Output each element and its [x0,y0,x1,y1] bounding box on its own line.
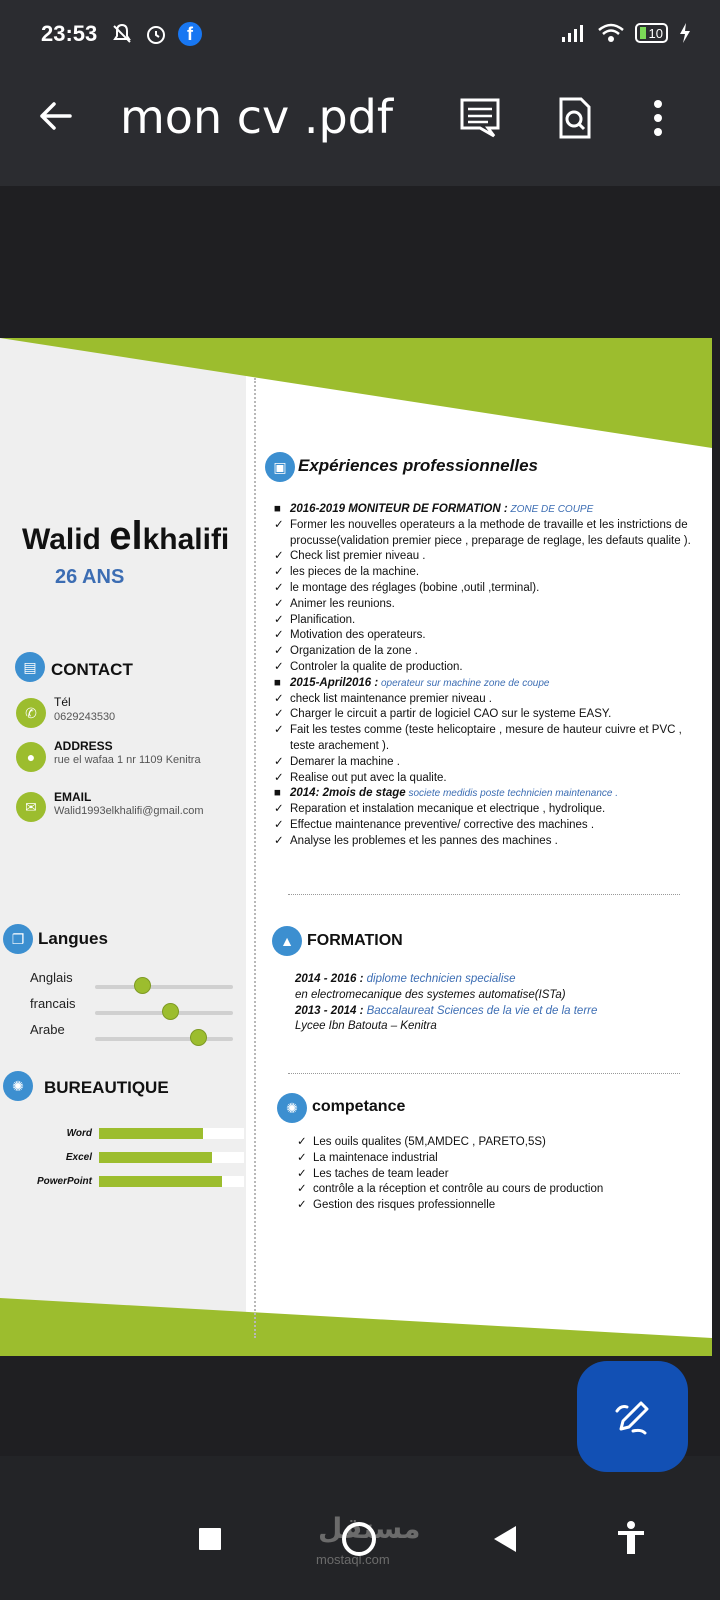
check-icon: ✓ [274,771,284,784]
langue-name: Anglais [30,970,73,985]
location-pin-icon: ● [16,742,46,772]
check-icon: ✓ [274,834,284,847]
competance-text: contrôle a la réception et contrôle au cours de production [313,1183,604,1196]
formation-years-1: 2014 - 2016 : [295,973,364,985]
langue-track [95,985,233,989]
check-icon: ✓ [274,550,284,563]
langue-level-knob [162,1003,179,1020]
experience-period: 2014: 2mois de stage [290,787,406,800]
competance-text: Les taches de team leader [313,1167,449,1180]
experience-line [274,707,694,723]
langue-level-knob [190,1029,207,1046]
formation-line-2: en electromecanique des systemes automatise(ISTa) [295,988,566,1001]
check-icon: ✓ [297,1151,307,1164]
check-icon: ✓ [274,724,284,737]
experience-line [274,771,694,787]
pdf-page[interactable] [0,338,712,1356]
experience-line [274,613,694,629]
bureautique-heading: BUREAUTIQUE [44,1078,169,1097]
langues-heading: Langues [38,929,108,948]
status-time: 23:53 [41,21,98,46]
experience-position: societe medidis poste technicien maintenance . [405,788,619,800]
check-icon: ✓ [297,1199,307,1212]
experience-line [274,502,694,518]
formation-list [295,972,712,1035]
graduation-cap-icon: ▲ [272,926,302,956]
competance-line [297,1167,712,1183]
muted-bell-icon [110,22,134,46]
square-bullet-icon: ■ [274,503,281,515]
formation-diploma-2: Baccalaureat Sciences de la vie et de la terre [363,1004,598,1017]
experience-text: Effectue maintenance preventive/ corrective des machines . [290,818,595,831]
status-bar [0,0,720,70]
competance-line [297,1182,712,1198]
experience-line [274,644,694,660]
facebook-icon: f [178,22,202,46]
experience-line [274,549,694,565]
charging-icon [678,22,692,44]
tel-label: Tél [54,695,71,709]
cv-age: 26 ANS [55,566,125,588]
bureautique-level-bar [99,1128,203,1139]
lightbulb-icon: ✺ [3,1071,33,1101]
experience-text: Demarer la machine . [290,755,400,768]
competance-line [297,1151,712,1167]
experience-text: Charger le circuit a partir de logiciel CAO sur le systeme EASY. [290,708,612,721]
check-icon: ✓ [274,803,284,816]
experience-line [274,818,694,834]
formation-line-3 [295,1004,712,1020]
experience-text: Fait les testes comme (teste helicoptaire , mesure de hauteur cuivre et PVC , teste arachement ). [290,724,682,752]
email-value: Walid1993elkhalifi@gmail.com [54,805,204,817]
experience-line [274,834,694,850]
square-bullet-icon: ■ [274,676,281,689]
email-label: EMAIL [54,790,92,804]
document-title: mon cv .pdf [120,90,394,144]
experience-text: Controler la qualite de production. [290,660,463,673]
experience-text [290,676,549,692]
experience-line [274,692,694,708]
experience-text [290,786,618,802]
experience-line [274,723,694,755]
check-icon: ✓ [274,692,284,705]
app-bar [0,70,720,186]
experience-text: Reparation et instalation mecanique et electrique , hydrolique. [290,803,606,816]
formation-line-4: Lycee Ibn Batouta – Kenitra [295,1020,437,1033]
briefcase-icon: ▣ [265,452,295,482]
experience-line [274,802,694,818]
experience-line [274,628,694,644]
experience-text: Planification. [290,613,356,626]
experience-line [274,755,694,771]
experience-text: Analyse les problemes et les pannes des machines . [290,834,558,847]
bureautique-level-bar [99,1176,222,1187]
contact-card-icon: ▤ [15,652,45,682]
formation-diploma-1: diplome technicien specialise [363,973,516,985]
check-icon: ✓ [274,708,284,721]
check-icon: ✓ [274,581,284,594]
competance-line [297,1135,712,1151]
tel-value: 0629243530 [54,711,116,723]
signal-icon [561,23,587,43]
experience-line [274,581,694,597]
experience-text: Organization de la zone . [290,645,418,658]
formation-heading: FORMATION [307,932,403,949]
section-separator [288,1073,680,1074]
experience-line [274,660,694,676]
check-icon: ✓ [274,613,284,626]
check-icon: ✓ [274,629,284,642]
status-icons-right [561,22,692,44]
bureautique-name: PowerPoint [36,1176,92,1187]
comment-icon[interactable] [458,96,502,140]
experience-period: 2016-2019 MONITEUR DE FORMATION : [290,503,508,515]
edit-pen-button[interactable] [577,1361,688,1472]
competance-heading: competance [312,1098,406,1115]
check-icon: ✓ [274,518,284,531]
bureautique-level-bar [99,1152,212,1163]
experience-text: check list maintenance premier niveau . [290,692,492,705]
experience-text: Motivation des operateurs. [290,629,426,642]
experiences-heading: Expériences professionnelles [298,456,538,475]
experience-text: les pieces de la machine. [290,566,420,579]
bureautique-name: Word [66,1128,92,1139]
langue-track [95,1037,233,1041]
back-triangle-icon[interactable] [492,1524,518,1554]
square-bullet-icon: ■ [274,787,281,800]
email-icon: ✉ [16,792,46,822]
experiences-list [274,502,694,850]
experience-text: Former les nouvelles operateurs a la methode de travaille et les instrictions de procusse(validation premier piece , preparage de reglage, les defauts qualite ). [290,518,691,547]
check-icon: ✓ [297,1167,307,1180]
recents-square-icon[interactable] [197,1526,223,1552]
check-icon: ✓ [274,645,284,658]
accessibility-icon[interactable] [616,1520,646,1556]
check-icon: ✓ [274,566,284,579]
experience-position: ZONE DE COUPE [507,504,594,515]
competance-text: Gestion des risques professionnelle [313,1199,496,1212]
check-icon: ✓ [297,1136,307,1148]
competance-list [297,1135,712,1214]
experience-line [274,518,694,550]
contact-heading: CONTACT [51,660,133,679]
check-icon: ✓ [274,660,284,673]
experience-line [274,597,694,613]
experience-line [274,786,694,802]
formation-years-2: 2013 - 2014 : [295,1004,364,1017]
name-particle: el [109,514,143,558]
more-options-icon[interactable] [650,96,666,140]
status-icons-left [110,22,202,46]
experience-line [274,676,694,692]
cv-name [22,514,229,559]
experience-text: Animer les reunions. [290,597,395,610]
langue-name: Arabe [30,1022,65,1037]
section-separator [288,894,680,895]
experience-line [274,565,694,581]
address-label: ADDRESS [54,739,113,753]
experience-period: 2015-April2016 : [290,676,379,689]
check-icon: ✓ [274,818,284,831]
alarm-icon [144,22,168,46]
column-divider [254,378,256,1338]
competance-text: La maintenace industrial [313,1151,438,1164]
phone-icon: ✆ [16,698,46,728]
competance-line [297,1198,712,1214]
chat-bubbles-icon: ❐ [3,924,33,954]
competance-text: Les ouils qualites (5M,AMDEC , PARETO,5S) [313,1136,546,1148]
search-document-icon[interactable] [553,96,597,140]
competence-bulb-icon: ✺ [277,1093,307,1123]
address-value: rue el wafaa 1 nr 1109 Kenitra [54,754,201,766]
experience-text: le montage des réglages (bobine ,outil ,terminal). [290,581,540,594]
home-circle-icon[interactable] [340,1520,378,1558]
watermark-arabic: مستقل [318,1513,421,1544]
wifi-icon [597,22,625,44]
experience-position: operateur sur machine zone de coupe [378,677,550,689]
last-name: khalifi [142,523,230,556]
check-icon: ✓ [274,597,284,610]
first-name: Walid [22,523,110,556]
bureautique-name: Excel [65,1152,92,1163]
system-nav-bar [0,1490,720,1600]
experience-text: Realise out put avec la qualite. [290,771,447,784]
watermark-latin: mostaql.com [316,1552,390,1567]
langue-name: francais [30,996,76,1011]
battery-level: 10 [648,25,663,41]
check-icon: ✓ [297,1183,307,1196]
pen-edit-icon [611,1395,655,1439]
formation-line-1 [295,972,712,988]
check-icon: ✓ [274,755,284,768]
experience-text: Check list premier niveau . [290,550,426,563]
back-arrow-icon[interactable] [36,96,76,136]
experience-text [290,502,593,518]
battery-indicator [635,23,668,43]
